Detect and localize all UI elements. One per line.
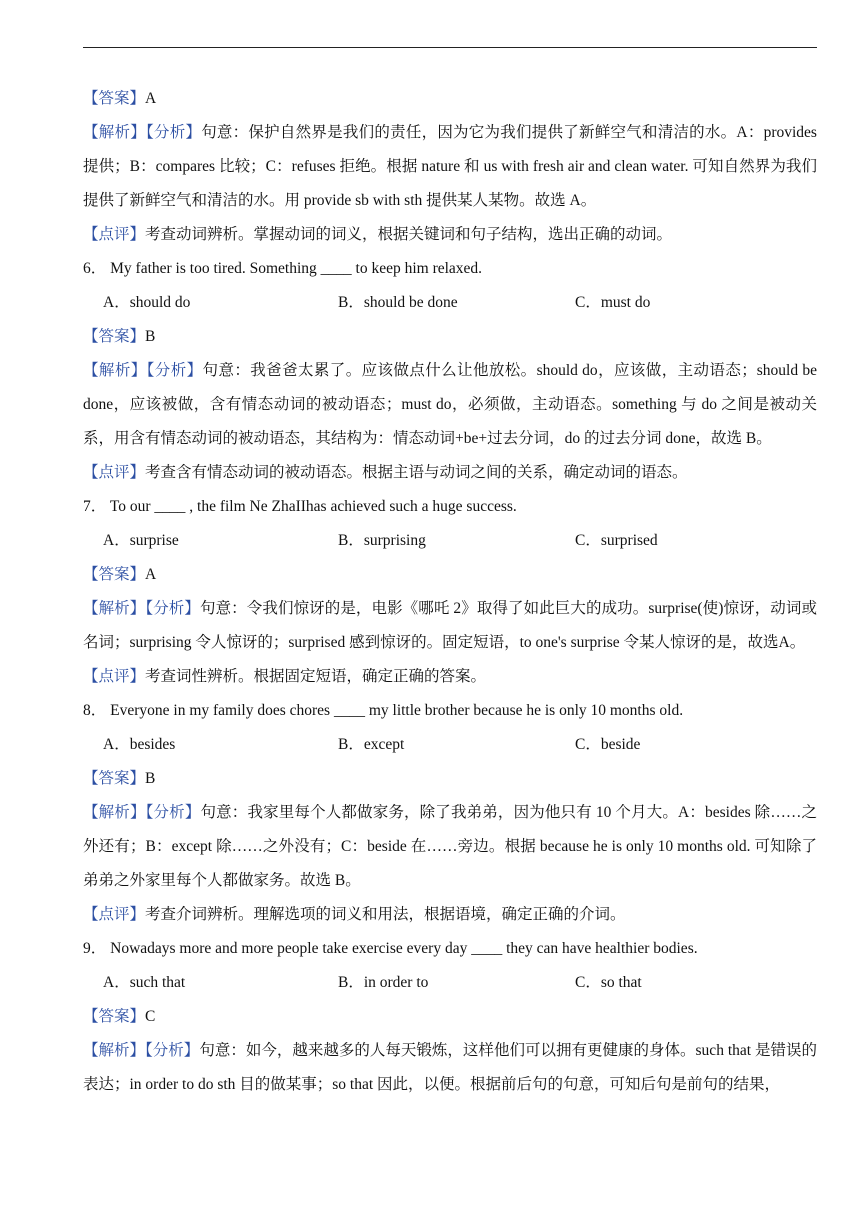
analysis-text: 句意：我爸爸太累了。应该做点什么让他放松。should do，应该做，主动语态；should be done，应该被做，含有情态动词的被动语态；must do，必须做，主动语态。something 与 do 之间是被动关系，用含有情态动词的被动语态，其结构为：情态动词+be+过去分词，do 的过去分词 done，故选 B。 <box>83 362 817 447</box>
comment-line <box>83 660 817 694</box>
fenxi-tag: 【分析】 <box>145 600 200 617</box>
question-stem: 9． Nowadays more and more people take exercise every day ____ they can have healthier bodies. <box>83 940 698 957</box>
answer-line <box>83 558 817 592</box>
answer-tag: 【答案】 <box>83 770 146 787</box>
options-row <box>83 966 817 1000</box>
option-a: A．should do <box>103 294 191 311</box>
analysis-paragraph <box>83 354 817 456</box>
document-body <box>83 82 817 1102</box>
option-a: A．besides <box>103 736 176 753</box>
options-row <box>83 286 817 320</box>
answer-tag: 【答案】 <box>83 90 146 107</box>
option-c: C．so that <box>575 974 642 991</box>
analysis-tag: 【解析】 <box>83 1042 146 1059</box>
comment-text: 考查动词辨析。掌握动词的词义，根据关键词和句子结构，选出正确的动词。 <box>145 226 673 243</box>
answer-value: C <box>145 1008 156 1025</box>
analysis-tag: 【解析】 <box>83 804 146 821</box>
comment-line <box>83 898 817 932</box>
comment-tag: 【点评】 <box>83 226 146 243</box>
analysis-text: 句意：如今，越来越多的人每天锻炼，这样他们可以拥有更健康的身体。such that 是错误的表达；in order to do sth 目的做某事；so that 因此，以便。根据前后句的句意，可知后句是前句的结果， <box>83 1042 817 1093</box>
fenxi-tag: 【分析】 <box>145 1042 200 1059</box>
option-c: C．surprised <box>575 532 658 549</box>
option-a: A．surprise <box>103 532 179 549</box>
option-c: C．beside <box>575 736 641 753</box>
comment-line <box>83 456 817 490</box>
option-b: B．in order to <box>338 974 429 991</box>
answer-value: B <box>145 770 156 787</box>
analysis-paragraph <box>83 796 817 898</box>
header-rule <box>83 47 817 48</box>
comment-text: 考查含有情态动词的被动语态。根据主语与动词之间的关系，确定动词的语态。 <box>145 464 688 481</box>
comment-text: 考查词性辨析。根据固定短语，确定正确的答案。 <box>145 668 487 685</box>
answer-line <box>83 1000 817 1034</box>
answer-value: A <box>145 90 157 107</box>
option-b: B．should be done <box>338 294 458 311</box>
comment-tag: 【点评】 <box>83 668 146 685</box>
option-b: B．surprising <box>338 532 426 549</box>
question-stem: 7． To our ____ , the film Ne ZhaIIhas achieved such a huge success. <box>83 498 517 515</box>
analysis-paragraph <box>83 592 817 660</box>
fenxi-tag: 【分析】 <box>146 362 203 379</box>
question-stem: 6． My father is too tired. Something ____ to keep him relaxed. <box>83 260 483 277</box>
option-c: C．must do <box>575 294 651 311</box>
question-stem: 8． Everyone in my family does chores ____ my little brother because he is only 10 months old. <box>83 702 684 719</box>
answer-tag: 【答案】 <box>83 566 146 583</box>
options-row <box>83 728 817 762</box>
analysis-tag: 【解析】 <box>83 124 146 141</box>
comment-tag: 【点评】 <box>83 906 146 923</box>
answer-line <box>83 82 817 116</box>
analysis-text: 句意：保护自然界是我们的责任，因为它为我们提供了新鲜空气和清洁的水。A：provides提供；B：compares 比较；C：refuses 拒绝。根据 nature 和 us with fresh air and clean water. 可知自然界为我们提供了新鲜空气和清洁的水。用 provide sb with sth 提供某人某物。故选 A。 <box>83 124 817 209</box>
answer-value: B <box>145 328 156 345</box>
analysis-paragraph <box>83 1034 817 1102</box>
fenxi-tag: 【分析】 <box>145 124 202 141</box>
analysis-tag: 【解析】 <box>83 362 147 379</box>
option-a: A．such that <box>103 974 186 991</box>
option-b: B．except <box>338 736 405 753</box>
analysis-tag: 【解析】 <box>83 600 146 617</box>
analysis-text: 句意：我家里每个人都做家务，除了我弟弟，因为他只有 10 个月大。A：besides 除……之外还有；B：except 除……之外没有；C：beside 在……旁边。根据 because he is only 10 months old. 可知除了弟弟之外家里每个人都做家务。故选 B。 <box>83 804 817 889</box>
answer-line <box>83 320 817 354</box>
analysis-paragraph <box>83 116 817 218</box>
comment-text: 考查介词辨析。理解选项的词义和用法，根据语境，确定正确的介词。 <box>145 906 626 923</box>
comment-line <box>83 218 817 252</box>
answer-tag: 【答案】 <box>83 328 146 345</box>
answer-tag: 【答案】 <box>83 1008 146 1025</box>
fenxi-tag: 【分析】 <box>145 804 201 821</box>
comment-tag: 【点评】 <box>83 464 146 481</box>
analysis-text: 句意：令我们惊讶的是，电影《哪吒 2》取得了如此巨大的成功。surprise(使)惊讶，动词或名词；surprising 令人惊讶的；surprised 感到惊讶的。固定短语，to one's surprise 令某人惊讶的是，故选A。 <box>83 600 817 651</box>
answer-value: A <box>145 566 157 583</box>
options-row <box>83 524 817 558</box>
answer-line <box>83 762 817 796</box>
